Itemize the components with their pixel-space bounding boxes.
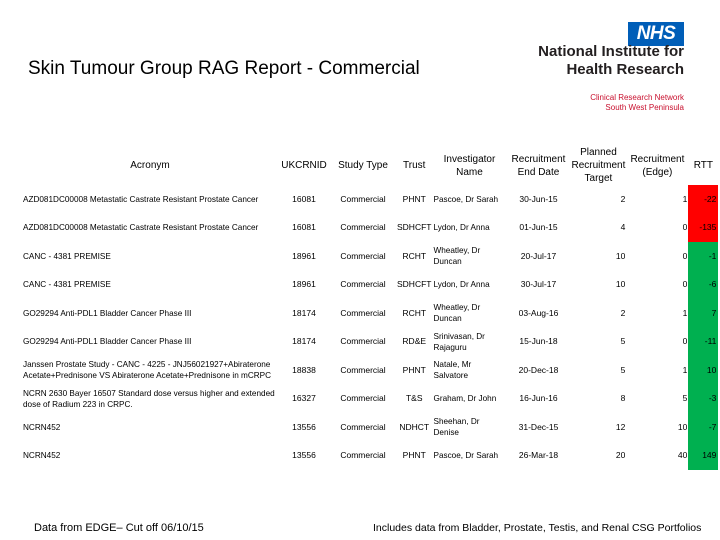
edge-cell: 10 [677, 421, 688, 432]
acronym-cell: AZD081DC00008 Metastatic Castrate Resistant Prostate Cancer [23, 194, 259, 204]
investigator-cell: Natale, Mr Salvatore [433, 360, 472, 381]
end-date-cell: 03-Aug-16 [518, 307, 559, 318]
rtt-cell: -135 [688, 214, 718, 243]
table-body [22, 185, 718, 470]
end-date-cell: 26-Mar-18 [518, 450, 559, 461]
ukcrnid-cell: 18838 [292, 364, 316, 375]
target-cell: 10 [615, 250, 626, 261]
acronym-cell: NCRN 2630 Bayer 16507 Standard dose versus higher and extended dose of Radium 223 in CRPC. [23, 388, 275, 409]
rtt-cell: -3 [688, 385, 718, 414]
investigator-cell: Srinivasan, Dr Rajaguru [433, 331, 485, 352]
target-cell: 12 [615, 421, 626, 432]
nihr-name-line2: Health Research [566, 61, 684, 78]
ukcrnid-cell: 16081 [292, 222, 316, 233]
ukcrnid-cell: 18174 [292, 307, 316, 318]
table-row [22, 442, 718, 471]
trust-cell: SDHCFT [397, 279, 432, 290]
nihr-name-line1: National Institute for [538, 43, 684, 60]
target-cell: 5 [620, 336, 626, 347]
target-cell: 10 [615, 279, 626, 290]
header-recruitment-end: Recruitment End Date [511, 153, 566, 178]
end-date-cell: 16-Jun-16 [519, 393, 558, 404]
portfolio-note: Includes data from Bladder, Prostate, Testis, and Renal CSG Portfolios [373, 522, 702, 534]
rtt-cell: 7 [688, 299, 718, 328]
target-cell: 5 [620, 364, 626, 375]
ukcrnid-cell: 16327 [292, 393, 316, 404]
investigator-cell: Pascoe, Dr Sarah [433, 451, 499, 461]
study-type-cell: Commercial [340, 250, 386, 261]
table-header-row [22, 146, 718, 185]
acronym-cell: NCRN452 [23, 451, 61, 461]
rtt-cell: -6 [688, 271, 718, 300]
end-date-cell: 15-Jun-18 [519, 336, 558, 347]
target-cell: 8 [620, 393, 626, 404]
study-type-cell: Commercial [340, 336, 386, 347]
table-row [22, 242, 718, 271]
edge-cell: 1 [682, 193, 688, 204]
end-date-cell: 30-Jun-15 [519, 193, 558, 204]
edge-cell: 0 [682, 250, 688, 261]
ukcrnid-cell: 16081 [292, 193, 316, 204]
study-type-cell: Commercial [340, 421, 386, 432]
rtt-cell: -7 [688, 413, 718, 442]
end-date-cell: 31-Dec-15 [518, 421, 559, 432]
table-row [22, 185, 718, 214]
investigator-cell: Wheatley, Dr Duncan [433, 303, 481, 324]
crn-label-line2: South West Peninsula [605, 103, 684, 112]
trust-cell: SDHCFT [397, 222, 432, 233]
investigator-cell: Lydon, Dr Anna [433, 280, 490, 290]
header-trust: Trust [403, 160, 426, 171]
target-cell: 4 [620, 222, 626, 233]
study-type-cell: Commercial [340, 450, 386, 461]
header-planned-target: Planned Recruitment Target [571, 147, 626, 184]
investigator-cell: Pascoe, Dr Sarah [433, 194, 499, 204]
edge-cell: 0 [682, 222, 688, 233]
ukcrnid-cell: 13556 [292, 450, 316, 461]
ukcrnid-cell: 18961 [292, 250, 316, 261]
ukcrnid-cell: 18174 [292, 336, 316, 347]
table-row [22, 385, 718, 414]
table-row [22, 214, 718, 243]
edge-cell: 1 [682, 307, 688, 318]
rtt-cell: -22 [688, 185, 718, 214]
rag-report-table [22, 146, 718, 470]
ukcrnid-cell: 18961 [292, 279, 316, 290]
trust-cell: PHNT [402, 193, 426, 204]
study-type-cell: Commercial [340, 307, 386, 318]
study-type-cell: Commercial [340, 364, 386, 375]
study-type-cell: Commercial [340, 193, 386, 204]
target-cell: 2 [620, 307, 626, 318]
table-row [22, 271, 718, 300]
header-ukcrnid: UKCRNID [281, 160, 327, 171]
investigator-cell: Graham, Dr John [433, 394, 497, 404]
header-study-type: Study Type [338, 160, 388, 171]
header-acronym: Acronym [130, 160, 170, 171]
acronym-cell: AZD081DC00008 Metastatic Castrate Resistant Prostate Cancer [23, 223, 259, 233]
table-row [22, 328, 718, 357]
header-investigator: Investigator Name [443, 153, 496, 178]
header-recruitment-edge: Recruitment (Edge) [630, 153, 685, 178]
acronym-cell: Janssen Prostate Study - CANC - 4225 - JNJ56021927+Abiraterone Acetate+Prednisone VS Abiraterone Acetate+Prednisone in mCRPC [23, 360, 272, 381]
data-source-note: Data from EDGE– Cut off 06/10/15 [34, 522, 204, 534]
edge-cell: 40 [677, 450, 688, 461]
acronym-cell: NCRN452 [23, 422, 61, 432]
acronym-cell: GO29294 Anti-PDL1 Bladder Cancer Phase III [23, 308, 192, 318]
study-type-cell: Commercial [340, 222, 386, 233]
table-row [22, 413, 718, 442]
header-rtt: RTT [693, 160, 714, 171]
rtt-cell: 10 [688, 356, 718, 385]
investigator-cell: Lydon, Dr Anna [433, 223, 490, 233]
edge-cell: 0 [682, 336, 688, 347]
end-date-cell: 20-Dec-18 [518, 364, 559, 375]
nhs-logo: NHS [628, 22, 684, 46]
edge-cell: 0 [682, 279, 688, 290]
trust-cell: RCHT [402, 307, 427, 318]
rtt-cell: -1 [688, 242, 718, 271]
trust-cell: PHNT [402, 364, 426, 375]
trust-cell: T&S [405, 393, 423, 404]
investigator-cell: Wheatley, Dr Duncan [433, 246, 481, 267]
table-row [22, 299, 718, 328]
end-date-cell: 20-Jul-17 [520, 250, 557, 261]
table-row [22, 356, 718, 385]
acronym-cell: GO29294 Anti-PDL1 Bladder Cancer Phase III [23, 337, 192, 347]
end-date-cell: 01-Jun-15 [519, 222, 558, 233]
trust-cell: RCHT [402, 250, 427, 261]
trust-cell: NDHCT [399, 421, 430, 432]
rtt-cell: -11 [688, 328, 718, 357]
edge-cell: 1 [682, 364, 688, 375]
investigator-cell: Sheehan, Dr Denise [433, 417, 480, 438]
end-date-cell: 30-Jul-17 [520, 279, 557, 290]
acronym-cell: CANC - 4381 PREMISE [23, 251, 111, 261]
ukcrnid-cell: 13556 [292, 421, 316, 432]
edge-cell: 5 [682, 393, 688, 404]
study-type-cell: Commercial [340, 279, 386, 290]
target-cell: 2 [620, 193, 626, 204]
target-cell: 20 [615, 450, 626, 461]
slide-title: Skin Tumour Group RAG Report - Commercial [28, 58, 420, 79]
trust-cell: RD&E [402, 336, 427, 347]
trust-cell: PHNT [402, 450, 426, 461]
acronym-cell: CANC - 4381 PREMISE [23, 280, 111, 290]
rtt-cell: 149 [688, 442, 718, 471]
study-type-cell: Commercial [340, 393, 386, 404]
crn-label-line1: Clinical Research Network [590, 93, 684, 102]
